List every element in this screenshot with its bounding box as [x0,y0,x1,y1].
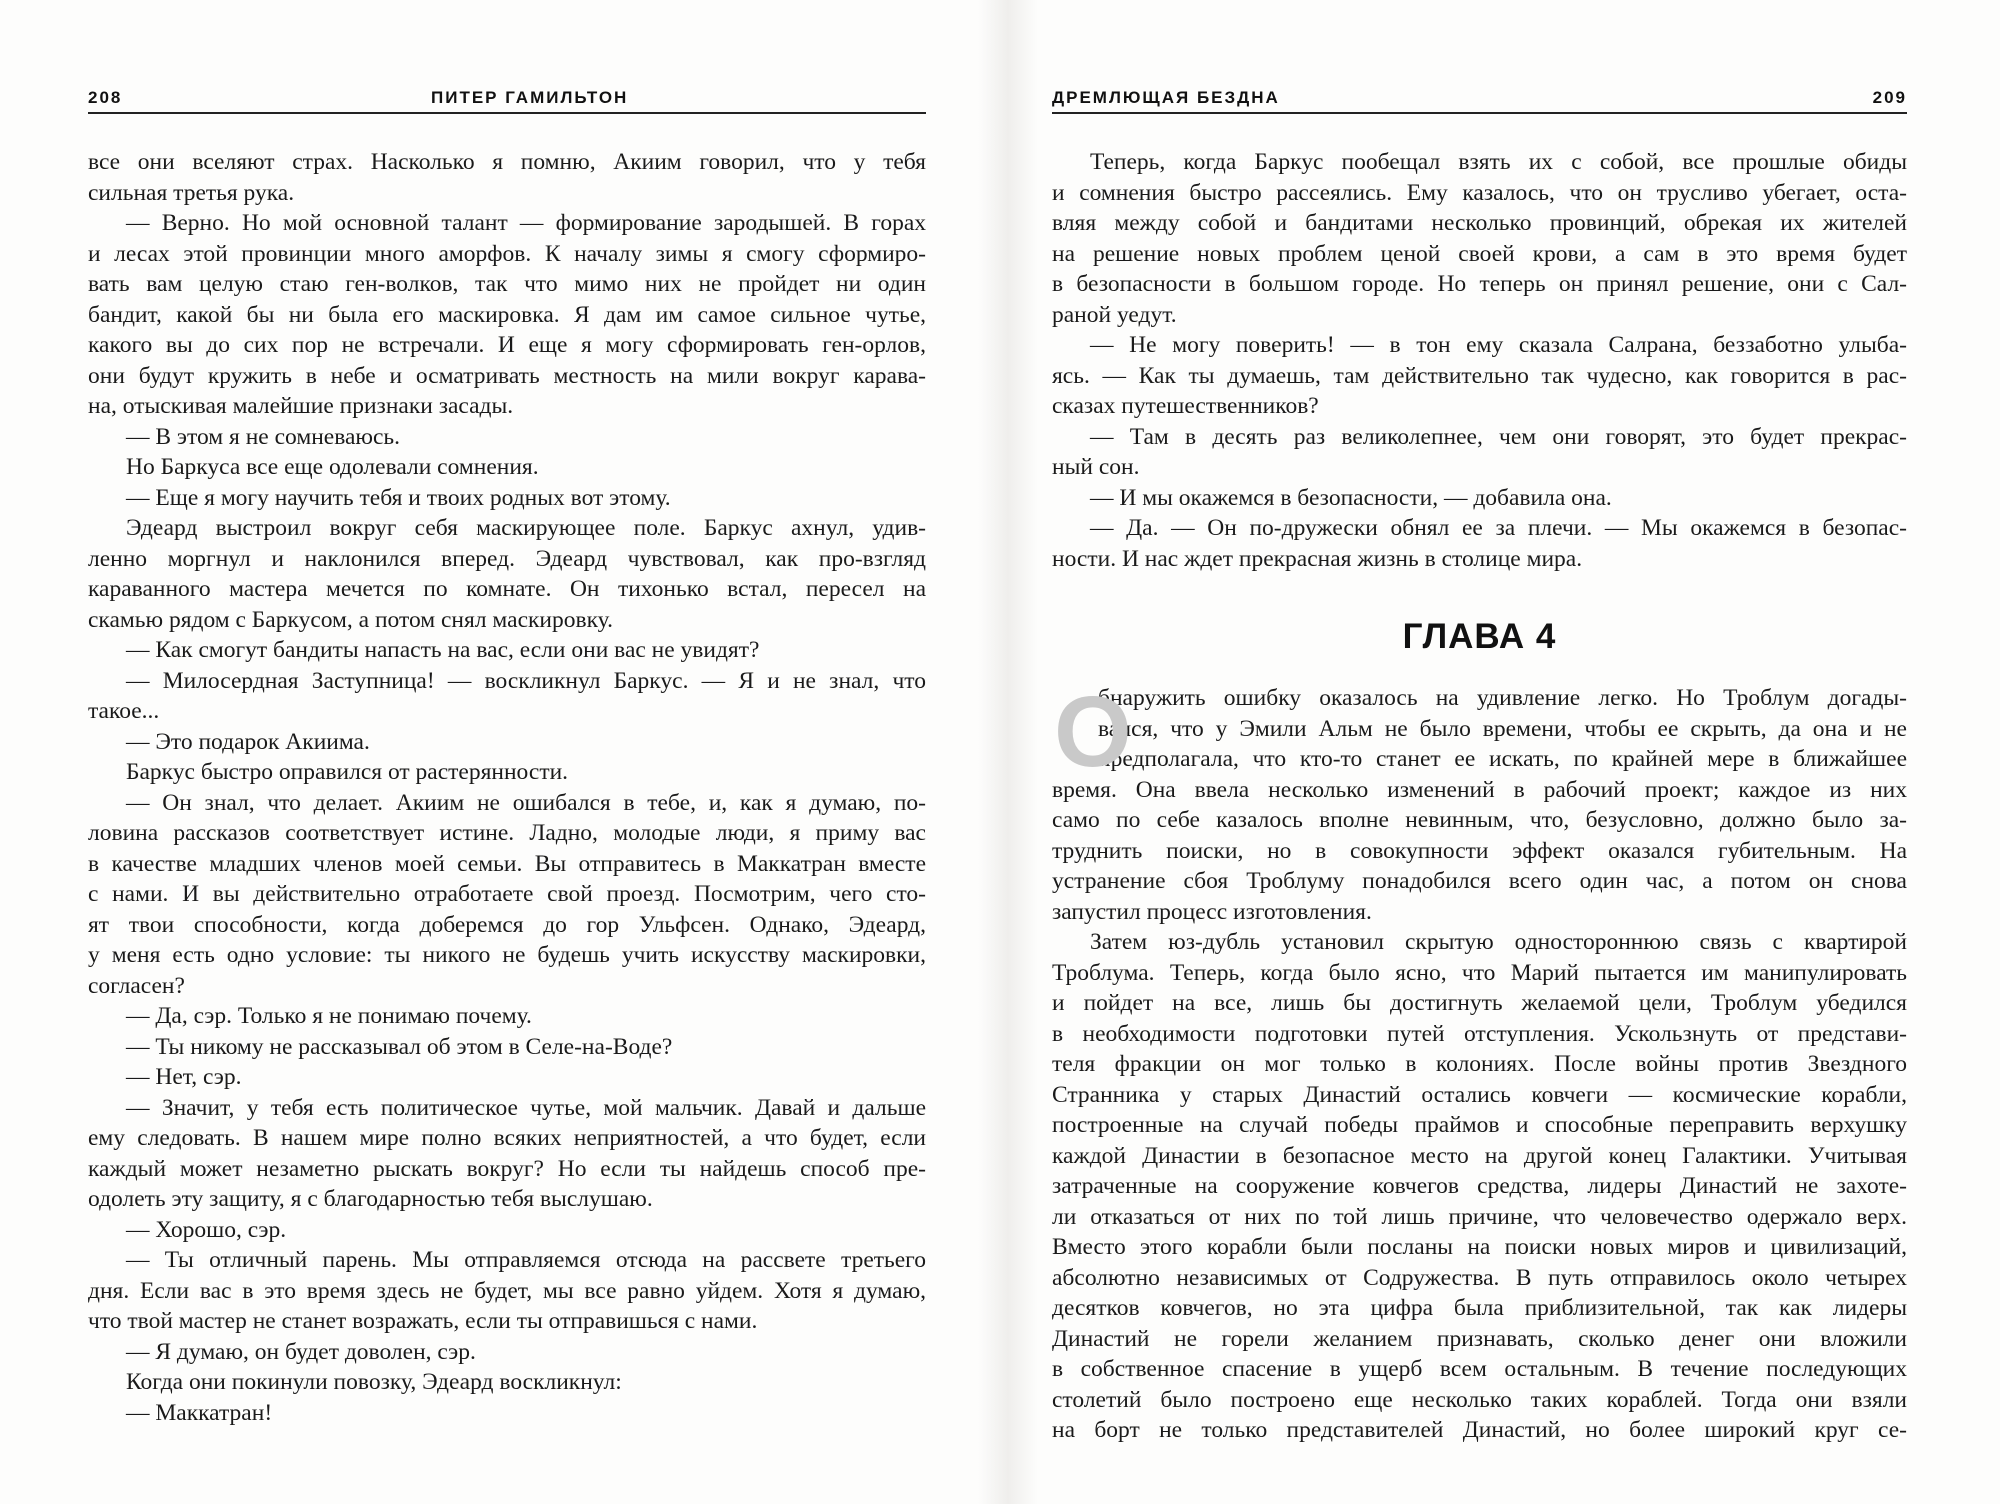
left-header-rule [88,112,926,114]
text-line: ли отказаться от них по той лишь причине, что человечество одержало верх. [1052,1203,1907,1230]
right-page-text [1052,147,1907,574]
text-line: устранение сбоя Троблуму понадобился всего один час, а потом он снова [1052,868,1907,894]
text-line: — И мы окажемся в безопасности, — добавила она. [1090,484,1612,511]
chapter-title: ГЛАВА 4 [1402,617,1557,656]
text-line: в собственное спасение в ущерб всем остальным. В течение последующих [1052,1356,1907,1382]
text-line: — Милосердная Заступница! — воскликнул Баркус. — Я и не знал, что [126,667,926,694]
text-line: скамью рядом с Баркусом, а потом снял маскировку. [88,606,613,633]
text-line: Когда они покинули повозку, Эдеард воскликнул: [126,1369,622,1395]
right-running-title: ДРЕМЛЮЩАЯ БЕЗДНА [1052,88,1280,107]
text-line: вать вам целую стаю ген-волков, так что мимо них не пройдет ни один [88,271,926,297]
text-line: труднить поиски, но в совокупности эффект оказался губительным. На [1052,837,1907,864]
text-line: затраченные на сооружение ковчегов средства, лидеры Династий не захоте- [1052,1173,1907,1199]
text-line: — Значит, у тебя есть политическое чутье, мой мальчик. Давай и дальше [126,1094,926,1121]
chapter-text [1052,676,1907,1446]
text-line: абсолютно независимых от Содружества. В путь отправилось около четырех [1052,1264,1907,1291]
left-running-title: ПИТЕР ГАМИЛЬТОН [431,88,629,107]
text-line: ленно моргнул и наклонился вперед. Эдеард чувствовал, как про-взгляд [88,545,926,572]
text-line: раной уедут. [1052,301,1177,328]
text-line: дня. Если вас в это время здесь не будет, мы все равно уйдем. Хотя я думаю, [88,1277,926,1304]
text-line: сильная третья рука. [88,179,295,206]
text-line: ясь. — Как ты думаешь, там действительно так чудесно, как говорится в рас- [1052,362,1907,389]
text-line: ности. И нас ждет прекрасная жизнь в столице мира. [1052,545,1583,572]
text-line: предполагала, что кто-то станет ее искать, по крайней мере в ближайшее [1098,746,1907,772]
text-line: вляя между собой и бандитами несколько провинций, обрекая их жителей [1052,210,1907,236]
left-page-text [88,147,926,1428]
text-line: Троблума. Теперь, когда было ясно, что Марий пытается им манипулировать [1052,959,1907,986]
text-line: такое... [88,698,160,724]
text-line: на борт не только представителей Династий, но более широкий круг се- [1052,1417,1907,1443]
text-line: ный сон. [1052,454,1140,480]
text-line: и пойдет на все, лишь бы достигнуть желаемой цели, Троблум убедился [1052,990,1907,1016]
text-line: в безопасности в большом городе. Но теперь он принял решение, они с Сал- [1052,271,1907,297]
text-line: с нами. И вы действительно отработаете свой проезд. Посмотрим, чего сто- [88,881,926,907]
text-line: в качестве младших членов моей семьи. Вы отправитесь в Маккатран вместе [88,850,926,877]
text-line: — Да. — Он по-дружески обнял ее за плечи. — Мы окажемся в безопас- [1090,515,1907,541]
text-line: — Верно. Но мой основной талант — формирование зародышей. В горах [126,210,926,236]
text-line: Эдеард выстроил вокруг себя маскирующее поле. Баркус ахнул, удив- [126,515,926,541]
text-line: в необходимости подготовки путей отступления. Ускользнуть от представи- [1052,1020,1907,1047]
text-line: — Как смогут бандиты напасть на вас, если они вас не увидят? [126,637,760,663]
text-line: одолеть эту защиту, я с благодарностью тебя выслушаю. [88,1186,653,1212]
text-line: само по себе казалось вполне невинным, что, безусловно, должно было за- [1052,807,1907,833]
text-line: запустил процесс изготовления. [1052,898,1372,925]
text-line: Но Баркуса все еще одолевали сомнения. [126,454,539,480]
text-line: караванного мастера мечется по комнате. Он тихонько встал, пересел на [88,576,926,602]
right-page-number: 209 [1872,88,1907,107]
text-line: — Хорошо, сэр. [126,1216,287,1243]
text-line: десятков ковчегов, но эта цифра была приблизительной, так как лидеры [1052,1295,1907,1321]
text-line: каждой Династии в безопасное место на другой конец Галактики. Учитывая [1052,1142,1907,1169]
text-line: — Это подарок Акиима. [126,728,370,755]
text-line: — Ты отличный парень. Мы отправляемся отсюда на рассвете третьего [126,1247,926,1273]
text-line: вался, что у Эмили Альм не было времени, чтобы ее скрыть, да она и не [1098,715,1907,742]
text-line: — Нет, сэр. [126,1064,242,1090]
left-page-number: 208 [88,88,123,107]
text-line: — Маккатран! [126,1399,273,1426]
text-line: Теперь, когда Баркус пообещал взять их с собой, все прошлые обиды [1090,149,1907,175]
text-line: Странника у старых Династий остались ковчеги — космические корабли, [1052,1081,1907,1108]
text-line: — Еще я могу научить тебя и твоих родных вот этому. [126,484,671,511]
text-line: каждый может незаметно рыскать вокруг? Но если ты найдешь способ пре- [88,1155,926,1182]
text-line: все они вселяют страх. Насколько я помню, Акиим говорил, что у тебя [88,149,926,175]
text-line: время. Она ввела несколько изменений в рабочий проект; каждое из них [1052,776,1907,803]
text-line: бнаружить ошибку оказалось на удивление легко. Но Троблум догады- [1098,685,1907,711]
text-line: Баркус быстро оправился от растерянности. [126,759,569,785]
text-line: они будут кружить в небе и осматривать местность на мили вокруг карава- [88,362,926,389]
text-line: бандит, какой бы ни была его маскировка. Я дам им самое сильное чутье, [88,301,926,328]
text-line: построенные на случай победы праймов и способные переправить верхушку [1052,1112,1907,1138]
text-line: на, отыскивая малейшие признаки засады. [88,393,514,419]
text-line: и сомнения быстро рассеялись. Ему казалось, что он трусливо убегает, оста- [1052,179,1907,206]
text-line: что твой мастер не станет возражать, если ты отправишься с нами. [88,1308,758,1334]
text-line: столетий было построено еще несколько таких кораблей. Тогда они взяли [1052,1386,1907,1413]
text-line: — В этом я не сомневаюсь. [126,423,400,450]
text-line: на решение новых проблем ценой своей крови, а сам в это время будет [1052,240,1907,267]
text-line: Династий не горели желанием признавать, сколько денег они вложили [1052,1325,1907,1352]
drop-cap: О [1054,676,1132,788]
right-header-rule [1052,112,1907,114]
text-line: — Там в десять раз великолепнее, чем они говорят, это будет прекрас- [1090,423,1907,450]
text-line: ловина рассказов соответствует истине. Ладно, молодые люди, я приму вас [88,820,926,846]
text-line: — Не могу поверить! — в тон ему сказала Салрана, беззаботно улыба- [1090,332,1907,358]
text-line: сказах путешественников? [1052,393,1319,419]
text-line: — Да, сэр. Только я не понимаю почему. [126,1003,532,1029]
text-line: — Ты никому не рассказывал об этом в Селе-на-Воде? [126,1033,673,1060]
book-gutter [978,0,1038,1504]
text-line: согласен? [88,972,185,999]
text-line: теля фракции он мог только в колониях. После войны против Звездного [1052,1051,1907,1077]
text-line: какого вы до сих пор не встречали. И еще я могу сформировать ген-орлов, [88,332,926,358]
text-line: — Он знал, что делает. Акиим не ошибался в тебе, и, как я думаю, по- [126,789,926,816]
text-line: — Я думаю, он будет доволен, сэр. [126,1338,476,1365]
text-line: у меня есть одно условие: ты никого не будешь учить искусству маскировки, [88,942,926,968]
text-line: ят твои способности, когда доберемся до гор Ульфсен. Однако, Эдеард, [88,911,926,938]
text-line: и лесах этой провинции много аморфов. К началу зимы я смогу сформиро- [88,240,926,267]
text-line: Вместо этого корабли были посланы на поиски новых миров и цивилизаций, [1052,1234,1907,1260]
text-line: ему следовать. В нашем мире полно всяких неприятностей, а что будет, если [88,1125,926,1151]
text-line: Затем юз-дубль установил скрытую одностороннюю связь с квартирой [1090,929,1907,955]
